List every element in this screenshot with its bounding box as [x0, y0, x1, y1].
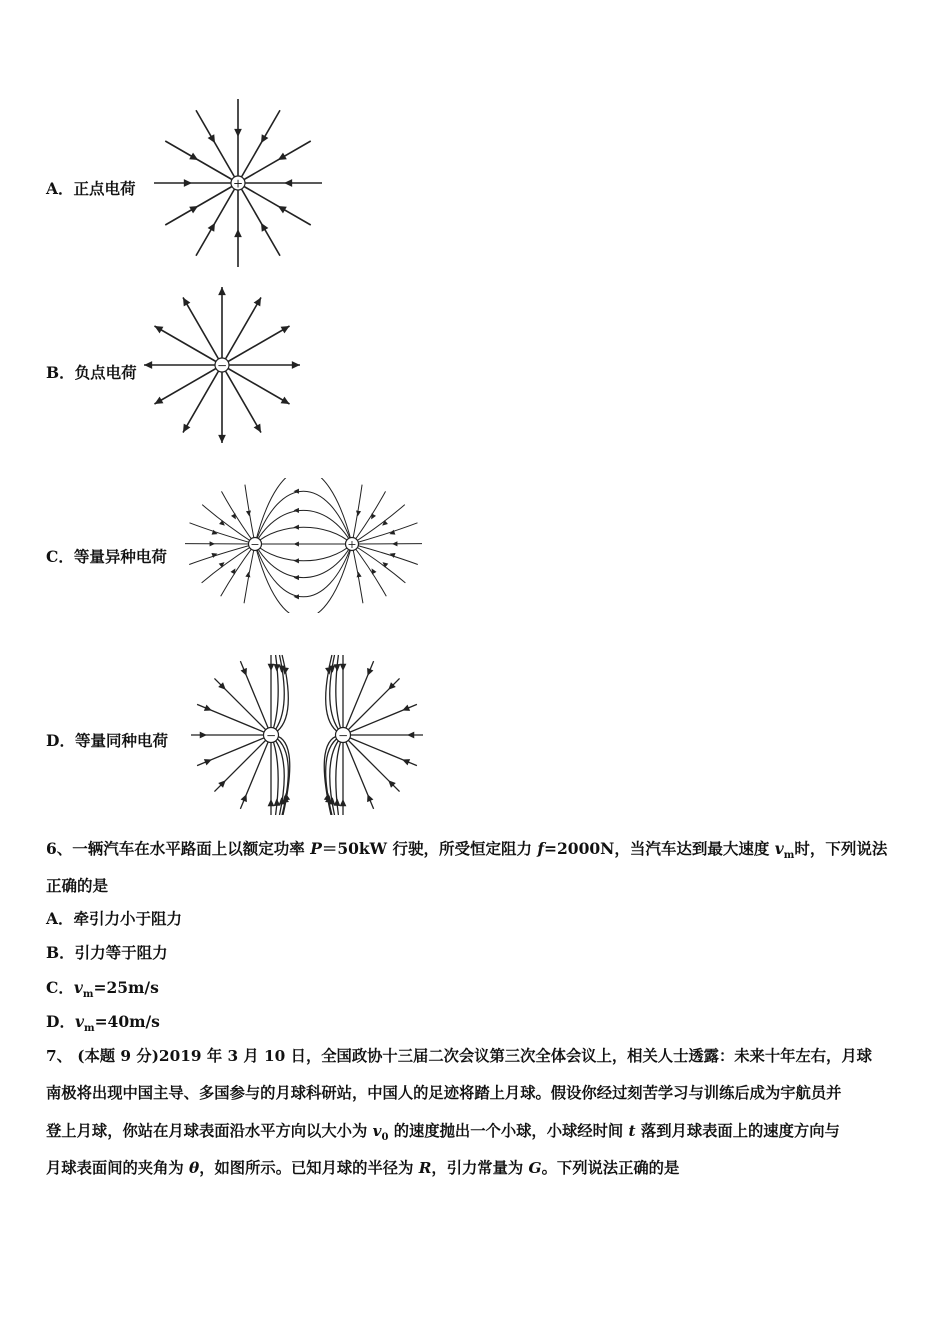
positive-charge-field-figure: [150, 98, 330, 268]
negative-charge-field-figure: [140, 283, 310, 448]
field-arrow: [234, 229, 242, 237]
right-charge-sign: +: [347, 538, 357, 551]
q7-stem-line3: 登上月球，你站在月球表面沿水平方向以大小为 $v_0$ 的速度抛出一个小球，小球经时间 t 落到月球表面上的速度方向与: [46, 1122, 840, 1144]
field-line: [222, 297, 261, 365]
field-arrow: [334, 799, 341, 806]
field-line: [165, 141, 238, 183]
field-arrow: [231, 513, 236, 519]
field-line: [244, 544, 255, 603]
field-line: [255, 544, 352, 561]
field-line: [190, 523, 255, 544]
field-line: [352, 544, 418, 565]
field-line: [154, 326, 222, 365]
field-line: [255, 544, 352, 613]
field-arrow: [210, 541, 215, 546]
field-line: [202, 505, 255, 544]
field-arrow: [372, 568, 377, 574]
left-charge-sign: −: [250, 538, 260, 551]
field-arrow: [392, 541, 397, 546]
field-line: [238, 141, 311, 183]
field-arrow: [268, 799, 275, 806]
field-arrow: [294, 525, 299, 530]
field-line: [352, 544, 363, 603]
field-arrow: [218, 435, 226, 443]
field-arrow: [284, 179, 292, 187]
field-arrow: [218, 287, 226, 295]
field-arrow: [371, 513, 376, 519]
field-arrow: [144, 361, 152, 369]
field-line: [189, 544, 255, 565]
field-arrow: [294, 541, 299, 546]
field-line: [196, 183, 238, 256]
field-arrow: [407, 732, 414, 739]
option-b-label: B．负点电荷: [46, 363, 137, 382]
field-arrow: [184, 179, 192, 187]
q6-stem-line2: 正确的是: [46, 876, 109, 895]
field-line: [238, 110, 280, 183]
field-line: [154, 365, 222, 404]
field-arrow: [274, 664, 281, 671]
right-like-charge-sign: −: [337, 728, 349, 743]
opposite-charges-field-figure: [185, 478, 430, 613]
field-arrow: [334, 664, 341, 671]
field-line: [183, 297, 222, 365]
field-line: [238, 183, 311, 225]
field-arrow: [340, 664, 347, 671]
field-line: [352, 505, 405, 544]
field-line: [352, 523, 417, 544]
field-line: [222, 365, 261, 433]
q6-option-a: A．牵引力小于阻力: [46, 909, 183, 928]
field-line: [196, 110, 238, 183]
field-line: [222, 326, 290, 365]
option-c-label: C．等量异种电荷: [46, 547, 167, 566]
field-arrow: [234, 129, 242, 137]
option-d-label: D．等量同种电荷: [46, 731, 168, 750]
field-line: [352, 485, 362, 544]
field-arrow: [268, 664, 275, 671]
field-arrow: [274, 799, 281, 806]
field-arrow: [200, 732, 207, 739]
option-a-label: A．正点电荷: [46, 179, 136, 198]
field-line: [202, 544, 255, 583]
field-arrow: [231, 568, 236, 574]
field-arrow: [219, 520, 225, 525]
field-line: [255, 527, 352, 544]
negative-charge-sign: −: [216, 358, 228, 373]
q6-option-b: B．引力等于阻力: [46, 943, 168, 962]
field-line: [238, 183, 280, 256]
like-charges-field-figure: [185, 650, 430, 815]
field-line: [245, 485, 255, 544]
left-like-charge-sign: −: [265, 728, 277, 743]
field-arrow: [292, 361, 300, 369]
field-arrow: [340, 799, 347, 806]
field-arrow: [294, 575, 299, 580]
q6-option-d: D．$v_m=40m/s$: [46, 1012, 160, 1035]
field-line: [255, 544, 352, 597]
field-line: [165, 183, 238, 225]
q7-stem-line1: 7、 (本题 9 分)2019 年 3 月 10 日，全国政协十三届二次会议第三次全体会议上，相关人士透露：未来十年左右，月球: [46, 1047, 872, 1065]
field-arrow: [382, 520, 388, 525]
q7-stem-line2: 南极将出现中国主导、多国参与的月球科研站，中国人的足迹将踏上月球。假设你经过刻苦学习与训练后成为宇航员并: [46, 1084, 842, 1102]
q6-stem-line1: 6、一辆汽车在水平路面上以额定功率 P＝50kW 行驶，所受恒定阻力 f=2000N，当汽车达到最大速度 $v_m$时，下列说法: [46, 839, 888, 862]
field-arrow: [294, 508, 299, 513]
field-line: [183, 365, 222, 433]
field-line: [255, 491, 352, 544]
field-line: [222, 365, 290, 404]
q7-stem-line4: 月球表面间的夹角为 θ，如图所示。已知月球的半径为 R，引力常量为 G。下列说法正确的是: [46, 1159, 680, 1177]
q6-option-c: C．$v_m=25m/s$: [46, 978, 159, 1001]
field-line: [352, 544, 405, 583]
field-arrow: [294, 558, 299, 563]
positive-charge-sign: +: [232, 176, 244, 191]
